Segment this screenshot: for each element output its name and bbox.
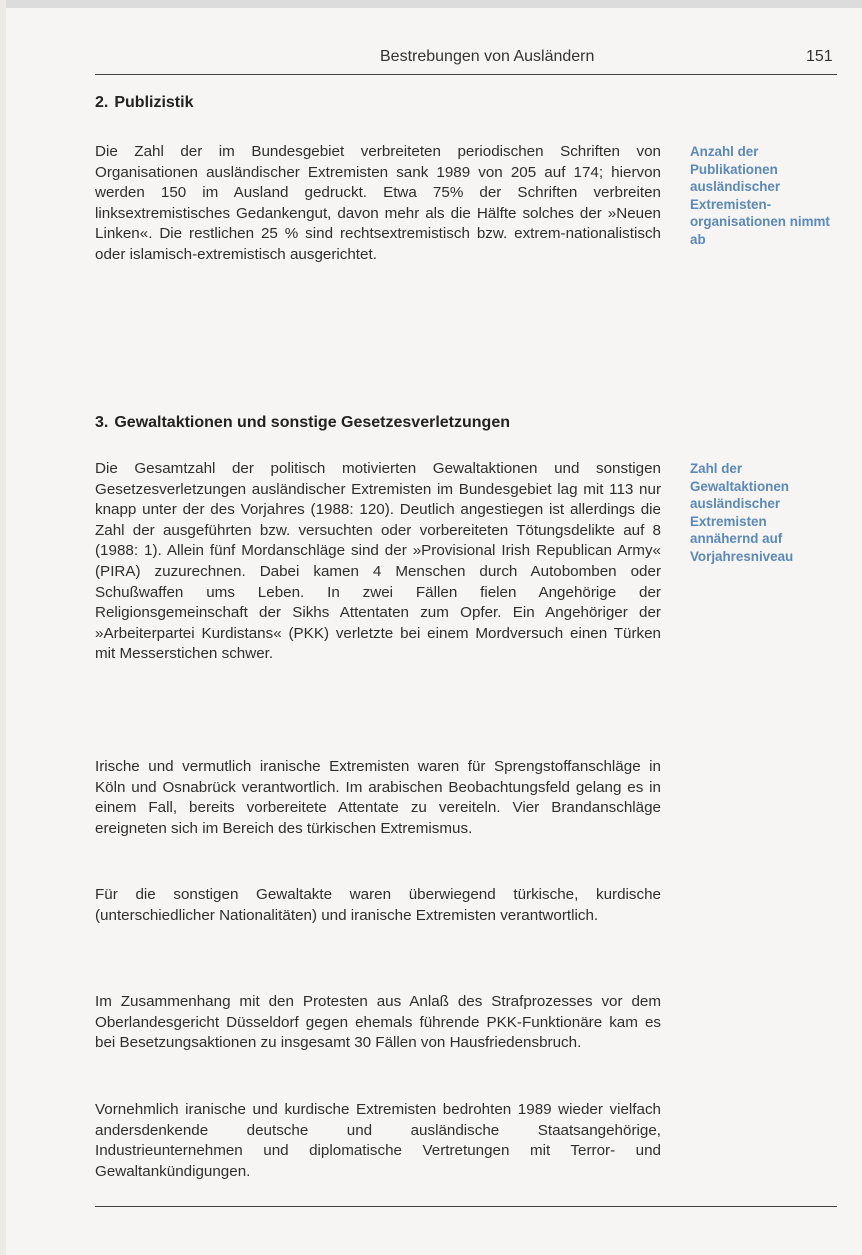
margin-note: Zahl der Gewaltaktionen ausländischer Extremisten annähernd auf Vorjahresniveau — [690, 461, 794, 564]
paragraph: Für die sonstigen Gewaltakte waren überwiegend türkische, kurdische (unterschiedlicher Nationalitäten) und iranische Extremisten verantwortlich. — [95, 886, 661, 924]
paragraph: Vornehmlich iranische und kurdische Extremisten bedrohten 1989 wieder vielfach andersdenkende deutsche und ausländische Staatsangehörige, Industrieunternehmen und diplomatische Vertretungen mit Terror- und Gewaltankündigungen. — [95, 1101, 661, 1180]
paragraph: Im Zusammenhang mit den Protesten aus Anlaß des Strafprozesses vor dem Oberlandesgericht Düsseldorf gegen ehemals führende PKK-Funktionäre kam es bei Besetzungsaktionen zu insgesamt 30 Fällen von Hausfriedensbruch. — [95, 993, 661, 1052]
page-left-edge — [0, 0, 6, 1255]
section-title: Gewaltaktionen und sonstige Gesetzesverletzungen — [114, 414, 510, 431]
margin-note: Anzahl der Publikationen ausländischer Extremisten-organisationen nimmt ab — [690, 144, 830, 247]
footer-rule — [95, 1206, 837, 1207]
header-rule — [95, 74, 837, 75]
section-heading-gewaltaktionen — [95, 414, 510, 432]
paragraph: Irische und vermutlich iranische Extremisten waren für Sprengstoffanschläge in Köln und Osnabrück verantwortlich. Im arabischen Beobachtungsfeld gelang es in einem Fall, bereits vorbereitete Attentate zu vereiteln. Vier Brandanschläge ereigneten sich im Bereich des türkischen Extremismus. — [95, 758, 661, 837]
page-number: 151 — [806, 48, 833, 65]
paragraph: Die Gesamtzahl der politisch motivierten Gewaltaktionen und sonstigen Gesetzesverletzungen ausländischer Extremisten im Bundesgebiet lag mit 113 nur knapp unter der des Vorjahres (1988: 120). Deutlich angestiegen ist allerdings die Zahl der ausgeführten bzw. versuchten oder vorbereiteten Tötungsdelikte auf 8 (1988: 1). Allein fünf Mordanschläge sind der »Provisional Irish Republican Army« (PIRA) zuzurechnen. Dabei kamen 4 Menschen durch Autobomben oder Schußwaffen ums Leben. In zwei Fällen fielen Angehörige der Religionsgemeinschaft der Sikhs Attentaten zum Opfer. Ein Angehöriger der »Arbeiterpartei Kurdistans« (PKK) verletzte bei einem Mordversuch einen Türken mit Messerstichen schwer. — [95, 460, 661, 663]
section-number: 2. — [95, 94, 109, 111]
section-title: Publizistik — [114, 94, 194, 111]
section-heading-publizistik — [95, 94, 193, 112]
page-top-edge — [0, 0, 862, 8]
section-number: 3. — [95, 414, 109, 431]
running-header-title: Bestrebungen von Ausländern — [380, 48, 595, 65]
paragraph: Die Zahl der im Bundesgebiet verbreiteten periodischen Schriften von Organisationen ausländischer Extremisten sank 1989 von 205 auf 174; hiervon werden 150 im Ausland gedruckt. Etwa 75% der Schriften verbreiten linksextremistisches Gedankengut, davon mehr als die Hälfte solches der »Neuen Linken«. Die restlichen 25 % sind rechtsextremistisch bzw. extrem-nationalistisch oder islamisch-extremistisch ausgerichtet. — [95, 143, 661, 263]
